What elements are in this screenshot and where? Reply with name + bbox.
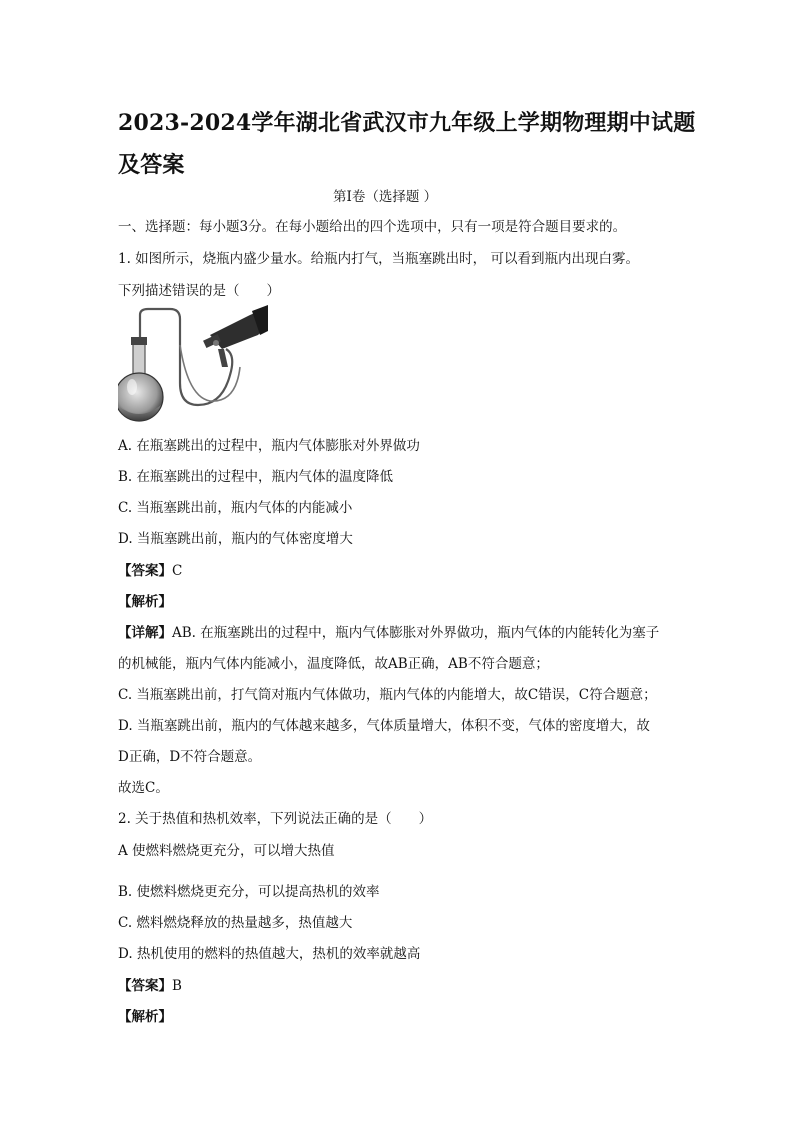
q2-analysis-label: 【解析】 — [118, 1009, 172, 1025]
q1-detail-line5: D正确，D不符合题意。 — [118, 749, 262, 765]
q1-detail-line3: C. 当瓶塞跳出前，打气筒对瓶内气体做功，瓶内气体的内能增大，故C错误，C符合题意； — [118, 687, 657, 703]
q1-detail-line2: 的机械能，瓶内气体内能减小，温度降低，故AB正确，AB不符合题意； — [118, 656, 549, 672]
q2-answer — [118, 977, 182, 995]
q2-answer-label: 【答案】 — [118, 978, 172, 994]
section-heading: 第Ⅰ卷（选择题 ） — [333, 189, 438, 205]
q1-stem-line1: 1. 如图所示，烧瓶内盛少量水。给瓶内打气，当瓶塞跳出时， 可以看到瓶内出现白雾。 — [118, 251, 639, 267]
flask-pump-figure — [118, 305, 268, 427]
q1-detail-text1: AB. 在瓶塞跳出的过程中，瓶内气体膨胀对外界做功，瓶内气体的内能转化为塞子 — [172, 625, 660, 641]
part-instruction: 一、选择题：每小题3分。在每小题给出的四个选项中，只有一项是符合题目要求的。 — [118, 219, 627, 235]
q1-stem-line2: 下列描述错误的是（ ） — [118, 283, 280, 299]
q1-detail-label: 【详解】 — [118, 625, 172, 641]
q2-answer-value: B — [172, 978, 182, 994]
q1-option-a: A. 在瓶塞跳出的过程中，瓶内气体膨胀对外界做功 — [118, 438, 420, 454]
q1-answer — [118, 562, 182, 580]
q1-detail-line4: D. 当瓶塞跳出前，瓶内的气体越来越多，气体质量增大，体积不变，气体的密度增大，故 — [118, 718, 650, 734]
q2-option-b: B. 使燃料燃烧更充分，可以提高热机的效率 — [118, 884, 380, 900]
q2-stem-line1: 2. 关于热值和热机效率，下列说法正确的是（ ） — [118, 811, 433, 827]
q2-option-c: C. 燃料燃烧释放的热量越多，热值越大 — [118, 915, 353, 931]
q1-analysis-label: 【解析】 — [118, 594, 172, 610]
q1-option-d: D. 当瓶塞跳出前，瓶内的气体密度增大 — [118, 531, 353, 547]
q1-conclusion: 故选C。 — [118, 780, 169, 796]
q2-option-d: D. 热机使用的燃料的热值越大，热机的效率就越高 — [118, 946, 421, 962]
q2-option-a: A 使燃料燃烧更充分，可以增大热值 — [118, 843, 335, 859]
q1-answer-value: C — [172, 563, 183, 579]
document-title: 2023-2024学年湖北省武汉市九年级上学期物理期中试题及答案 — [118, 110, 696, 178]
q1-detail-line1 — [118, 624, 659, 642]
q1-option-c: C. 当瓶塞跳出前，瓶内气体的内能减小 — [118, 500, 353, 516]
q1-answer-label: 【答案】 — [118, 563, 172, 579]
q1-option-b: B. 在瓶塞跳出的过程中，瓶内气体的温度降低 — [118, 469, 394, 485]
